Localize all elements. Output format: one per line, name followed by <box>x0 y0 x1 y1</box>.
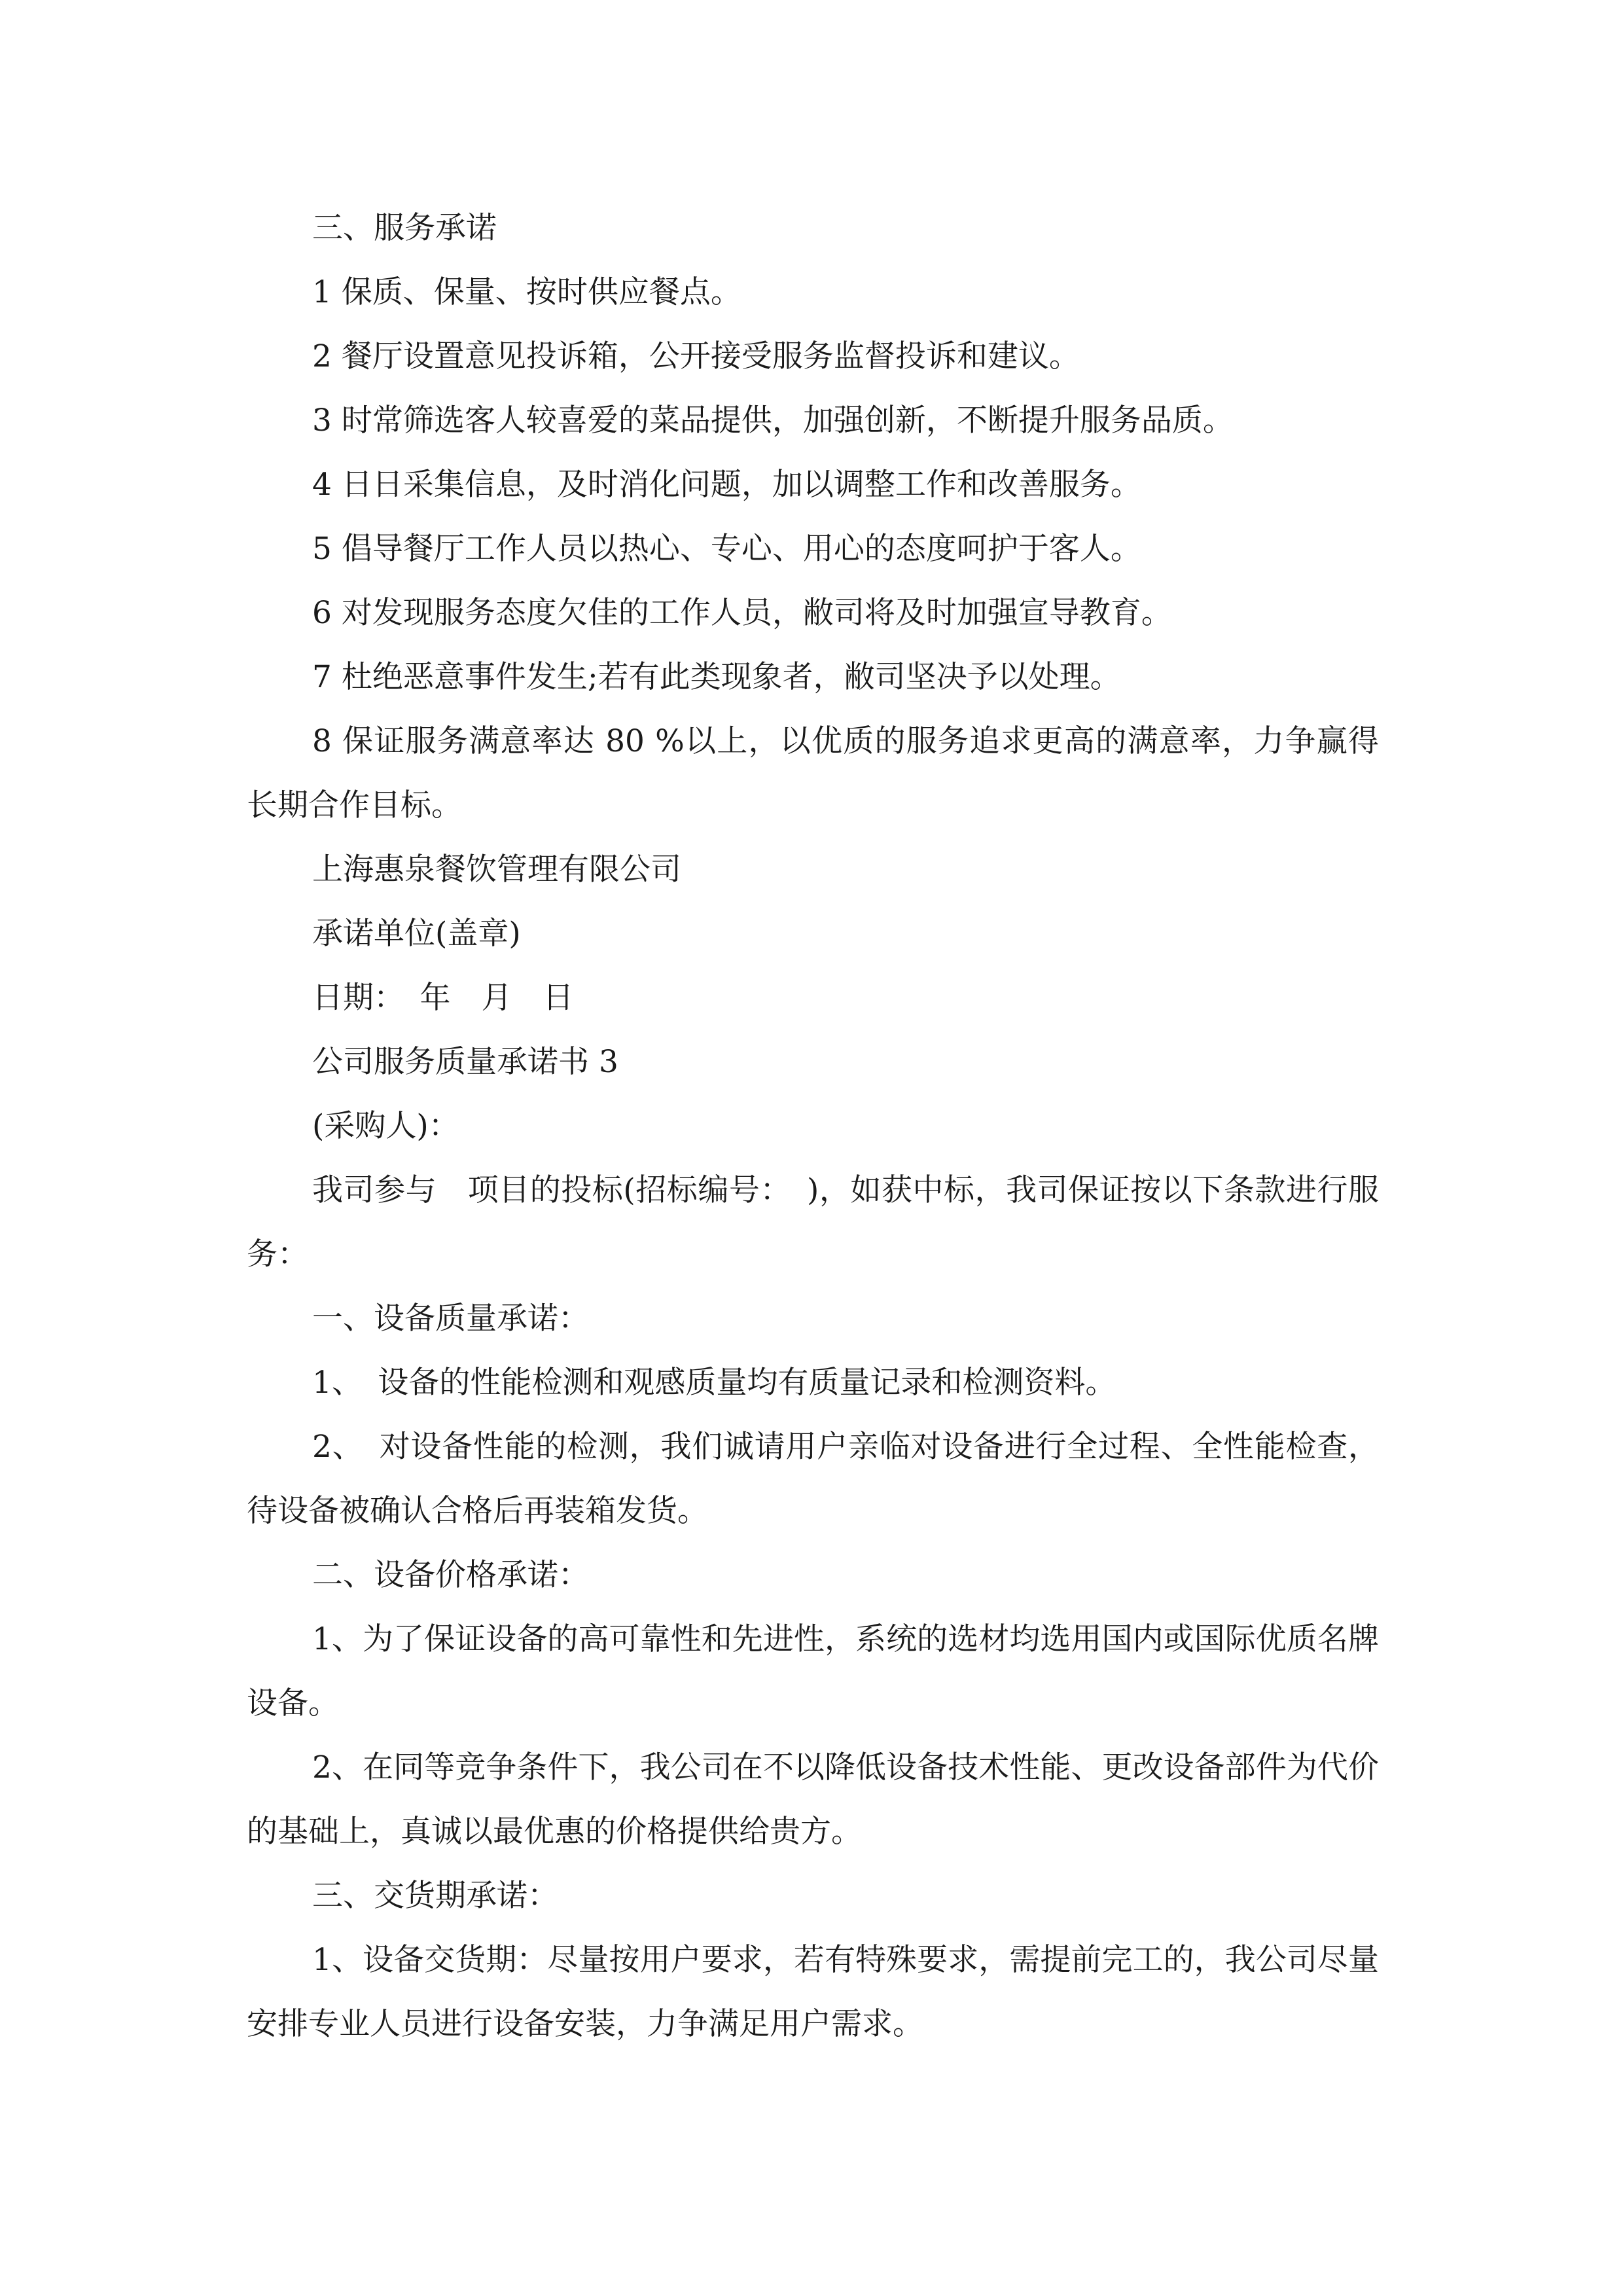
document-title: 公司服务质量承诺书 3 <box>312 1044 618 1080</box>
quality-item-2: 2、 对设备性能的检测，我们诚请用户亲临对设备进行全过程、全性能检查，待设备被确认合格后再装箱发货。 <box>247 1429 1379 1529</box>
service-item-8: 8 保证服务满意率达 80 %以上，以优质的服务追求更高的满意率，力争赢得长期合作目标。 <box>247 723 1379 823</box>
service-item-5: 5 倡导餐厅工作人员以热心、专心、用心的态度呵护于客人。 <box>312 531 1141 567</box>
service-item-4: 4 日日采集信息，及时消化问题，加以调整工作和改善服务。 <box>312 467 1141 503</box>
section-heading-equipment-price: 二、设备价格承诺： <box>312 1557 589 1593</box>
service-item-6: 6 对发现服务态度欠佳的工作人员，敝司将及时加强宣导教育。 <box>312 595 1172 631</box>
document-body <box>247 196 1379 2056</box>
service-item-2: 2 餐厅设置意见投诉箱，公开接受服务监督投诉和建议。 <box>312 338 1080 374</box>
signing-unit: 承诺单位(盖章) <box>312 916 521 952</box>
date-line: 日期： 年 月 日 <box>312 980 574 1016</box>
addressee: (采购人)： <box>312 1108 459 1144</box>
intro-paragraph: 我司参与 项目的投标(招标编号： )，如获中标，我司保证按以下条款进行服务： <box>247 1172 1379 1272</box>
quality-item-1: 1、 设备的性能检测和观感质量均有质量记录和检测资料。 <box>312 1365 1116 1401</box>
section-heading-delivery: 三、交货期承诺： <box>312 1878 558 1914</box>
section-heading-equipment-quality: 一、设备质量承诺： <box>312 1300 589 1336</box>
delivery-item-1: 1、设备交货期：尽量按用户要求，若有特殊要求，需提前完工的，我公司尽量安排专业人员进行设备安装，力争满足用户需求。 <box>247 1942 1379 2042</box>
company-name: 上海惠泉餐饮管理有限公司 <box>312 852 681 888</box>
price-item-1: 1、为了保证设备的高可靠性和先进性，系统的选材均选用国内或国际优质名牌设备。 <box>247 1621 1379 1721</box>
service-item-3: 3 时常筛选客人较喜爱的菜品提供，加强创新，不断提升服务品质。 <box>312 403 1234 439</box>
section-heading-service-commitment: 三、服务承诺 <box>312 210 497 246</box>
price-item-2: 2、在同等竞争条件下，我公司在不以降低设备技术性能、更改设备部件为代价的基础上，真诚以最优惠的价格提供给贵方。 <box>247 1749 1379 1850</box>
service-item-1: 1 保质、保量、按时供应餐点。 <box>312 274 741 310</box>
service-item-7: 7 杜绝恶意事件发生;若有此类现象者，敝司坚决予以处理。 <box>312 659 1121 695</box>
